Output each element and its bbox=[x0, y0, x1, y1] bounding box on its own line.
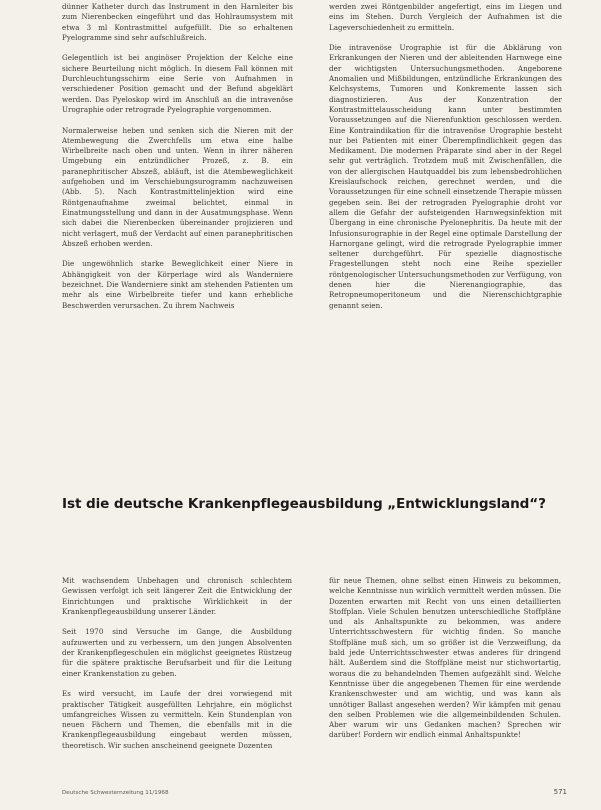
article-top-right-column bbox=[329, 2, 562, 311]
body-paragraph: Mit wachsendem Unbehagen und chronisch schlechtem Gewissen verfolgt ich seit längerer Zeit die Entwicklung der Einrichtungen und praktische Wirklichkeit in der Krankenpflegeausbildung unserer Länder. bbox=[62, 576, 292, 616]
body-paragraph: für neue Themen, ohne selbst einen Hinweis zu bekommen, welche Kenntnisse nun wirklich vermittelt werden müssen. Die Dozenten erwarten mit Recht von uns einen detaillierten Stoffplan. Viele Schulen benutzen unterschiedliche Stoffpläne und als Anhaltspunkte zu bekommen, was andere Unterrichtsschwestern für wichtig finden. So manche Stoffpläne muß sich, um so größer ist die Verzweiflung, da bald jede Unterrichtsschwester etwas anderes für dringend hält. Außerdem sind die Stoffpläne meist nur stichwortartig, woraus die zu behandelnden Themen aufgezählt sind. Welche Kenntnisse über die angegebenen Themen für eine werdende Krankenschwester und am wichtig, und was kann als unnötiger Ballast angesehen werden? Wir kämpfen mit genau den selben Problemen wie die allgemeinbildenden Schulen. Aber warum wir uns Gedanken machen? Sprechen wir darüber! Fordern wir endlich einmal Anhaltspunkte! bbox=[329, 576, 561, 740]
article-bottom-right-column bbox=[329, 576, 561, 741]
body-paragraph: Gelegentlich ist bei anginöser Projektion der Kelche eine sichere Beurteilung nicht möglich. In diesem Fall können mit Durchleuchtungsschirm eine Serie von Aufnahmen in verschiedener Position gemacht und der Befund abgeklärt werden. Das Pyeloskop wird im Anschluß an die intravenöse Urographie oder retrograde Pyelographie vorgenommen. bbox=[62, 53, 293, 114]
body-paragraph: dünner Katheter durch das Instrument in den Harnleiter bis zum Nierenbecken eingeführt und das Hohlraumsystem mit etwa 3 ml Kontrastmittel aufgefüllt. Die so erhaltenen Pyelogramme sind sehr aufschlußreich. bbox=[62, 2, 293, 42]
body-paragraph: Normalerweise heben und senken sich die Nieren mit der Atembewegung die Zwerchfells um etwa eine halbe Wirbelbreite nach oben und unten. Wenn in ihrer näheren Umgebung ein entzündlicher Prozeß, z. B. ein paranephritischer Abszeß, abläuft, ist die Atembeweglichkeit aufgehoben und im Verschiebungsurogramm nachzuweisen (Abb. 5). Nach Kontrastmittelinjektion wird eine Röntgenaufnahme zweimal belichtet, einmal in Einatmungsstellung und dann in der Ausatmungsphase. Wenn sich dabei die Nierenbecken übereinander projizieren und nicht verlagert, muß der Verdacht auf einen paranephritischen Abszeß erhoben werden. bbox=[62, 125, 293, 248]
body-paragraph: werden zwei Röntgenbilder angefertigt, eins im Liegen und eins im Stehen. Durch Vergleich der Aufnahmen ist die Lageverschiedenheit zu ermitteln. bbox=[329, 2, 562, 32]
body-paragraph: Es wird versucht, im Laufe der drei vorwiegend mit praktischer Tätigkeit ausgefüllten Lehrjahre, ein möglichst umfangreiches Wissen zu vermitteln. Kein Stundenplan von neuen Fächern und Themen, die ebenfalls mit in die Krankenpflegeausbildung eingebaut werden müssen, theoretisch. Wir suchen anscheinend geeignete Dozenten bbox=[62, 689, 292, 750]
body-paragraph: Die intravenöse Urographie ist für die Abklärung von Erkrankungen der Nieren und der ableitenden Harnwege eine der wichtigsten Untersuchungsmethoden. Angeborene Anomalien und Mißbildungen, entzündliche Erkrankungen des Kelchsystems, Tumoren und Konkremente lassen sich diagnostizieren. Aus der Konzentration der Kontrastmittelausscheidung kann unter bestimmten Voraussetzungen auf die Nierenfunktion geschlossen werden. Eine Kontraindikation für die intravenöse Urographie besteht nur bei Patienten mit einer Überempfindlichkeit gegen das Medikament. Die modernen Präparate sind aber in der Regel sehr gut verträglich. Trotzdem muß mit Zwischenfällen, die von der allergischen Hautquaddel bis zum lebensbedrohlichen Kreislaufschock reichen, gerechnet werden, und die Voraussetzungen für eine schnell einsetzende Therapie müssen gegeben sein. Bei der retrograden Pyelographie droht vor allem die Gefahr der aufsteigenden Harnwegsinfektion mit Übergang in eine chronische Pyelonephritis. Da heute mit der Infusionsurographie in der Regel eine optimale Darstellung der Harnorgane gelingt, wird die retrograde Pyelographie immer seltener durchgeführt. Für spezielle diagnostische Fragestellungen steht noch eine Reihe spezieller röntgenologischer Untersuchungsmethoden zur Verfügung, von denen hier die Nierenangiographie, das Retropneumoperitoneum und die Nierenschichtgraphie genannt seien. bbox=[329, 43, 562, 310]
article-headline: Ist die deutsche Krankenpflegeausbildung „Entwicklungsland“? bbox=[62, 496, 546, 512]
body-paragraph: Seit 1970 sind Versuche im Gange, die Ausbildung aufzuwerten und zu verbessern, um den jungen Absolventen der Krankenpflegeschulen ein möglichst geeignetes Rüstzeug für die spätere praktische Berufsarbeit und für die Leitung einer Krankenstation zu geben. bbox=[62, 627, 292, 678]
body-paragraph: Die ungewöhnlich starke Beweglichkeit einer Niere in Abhängigkeit von der Körperlage wird als Wanderniere bezeichnet. Die Wanderniere sinkt am stehenden Patienten um mehr als eine Wirbelbreite tiefer und kann erhebliche Beschwerden verursachen. Zu ihrem Nachweis bbox=[62, 259, 293, 310]
journal-footer: Deutsche Schwesternzeitung 11/1968 bbox=[62, 790, 169, 796]
page-number: 571 bbox=[553, 788, 567, 796]
article-bottom-left-column bbox=[62, 576, 292, 751]
article-top-left-column bbox=[62, 2, 293, 311]
